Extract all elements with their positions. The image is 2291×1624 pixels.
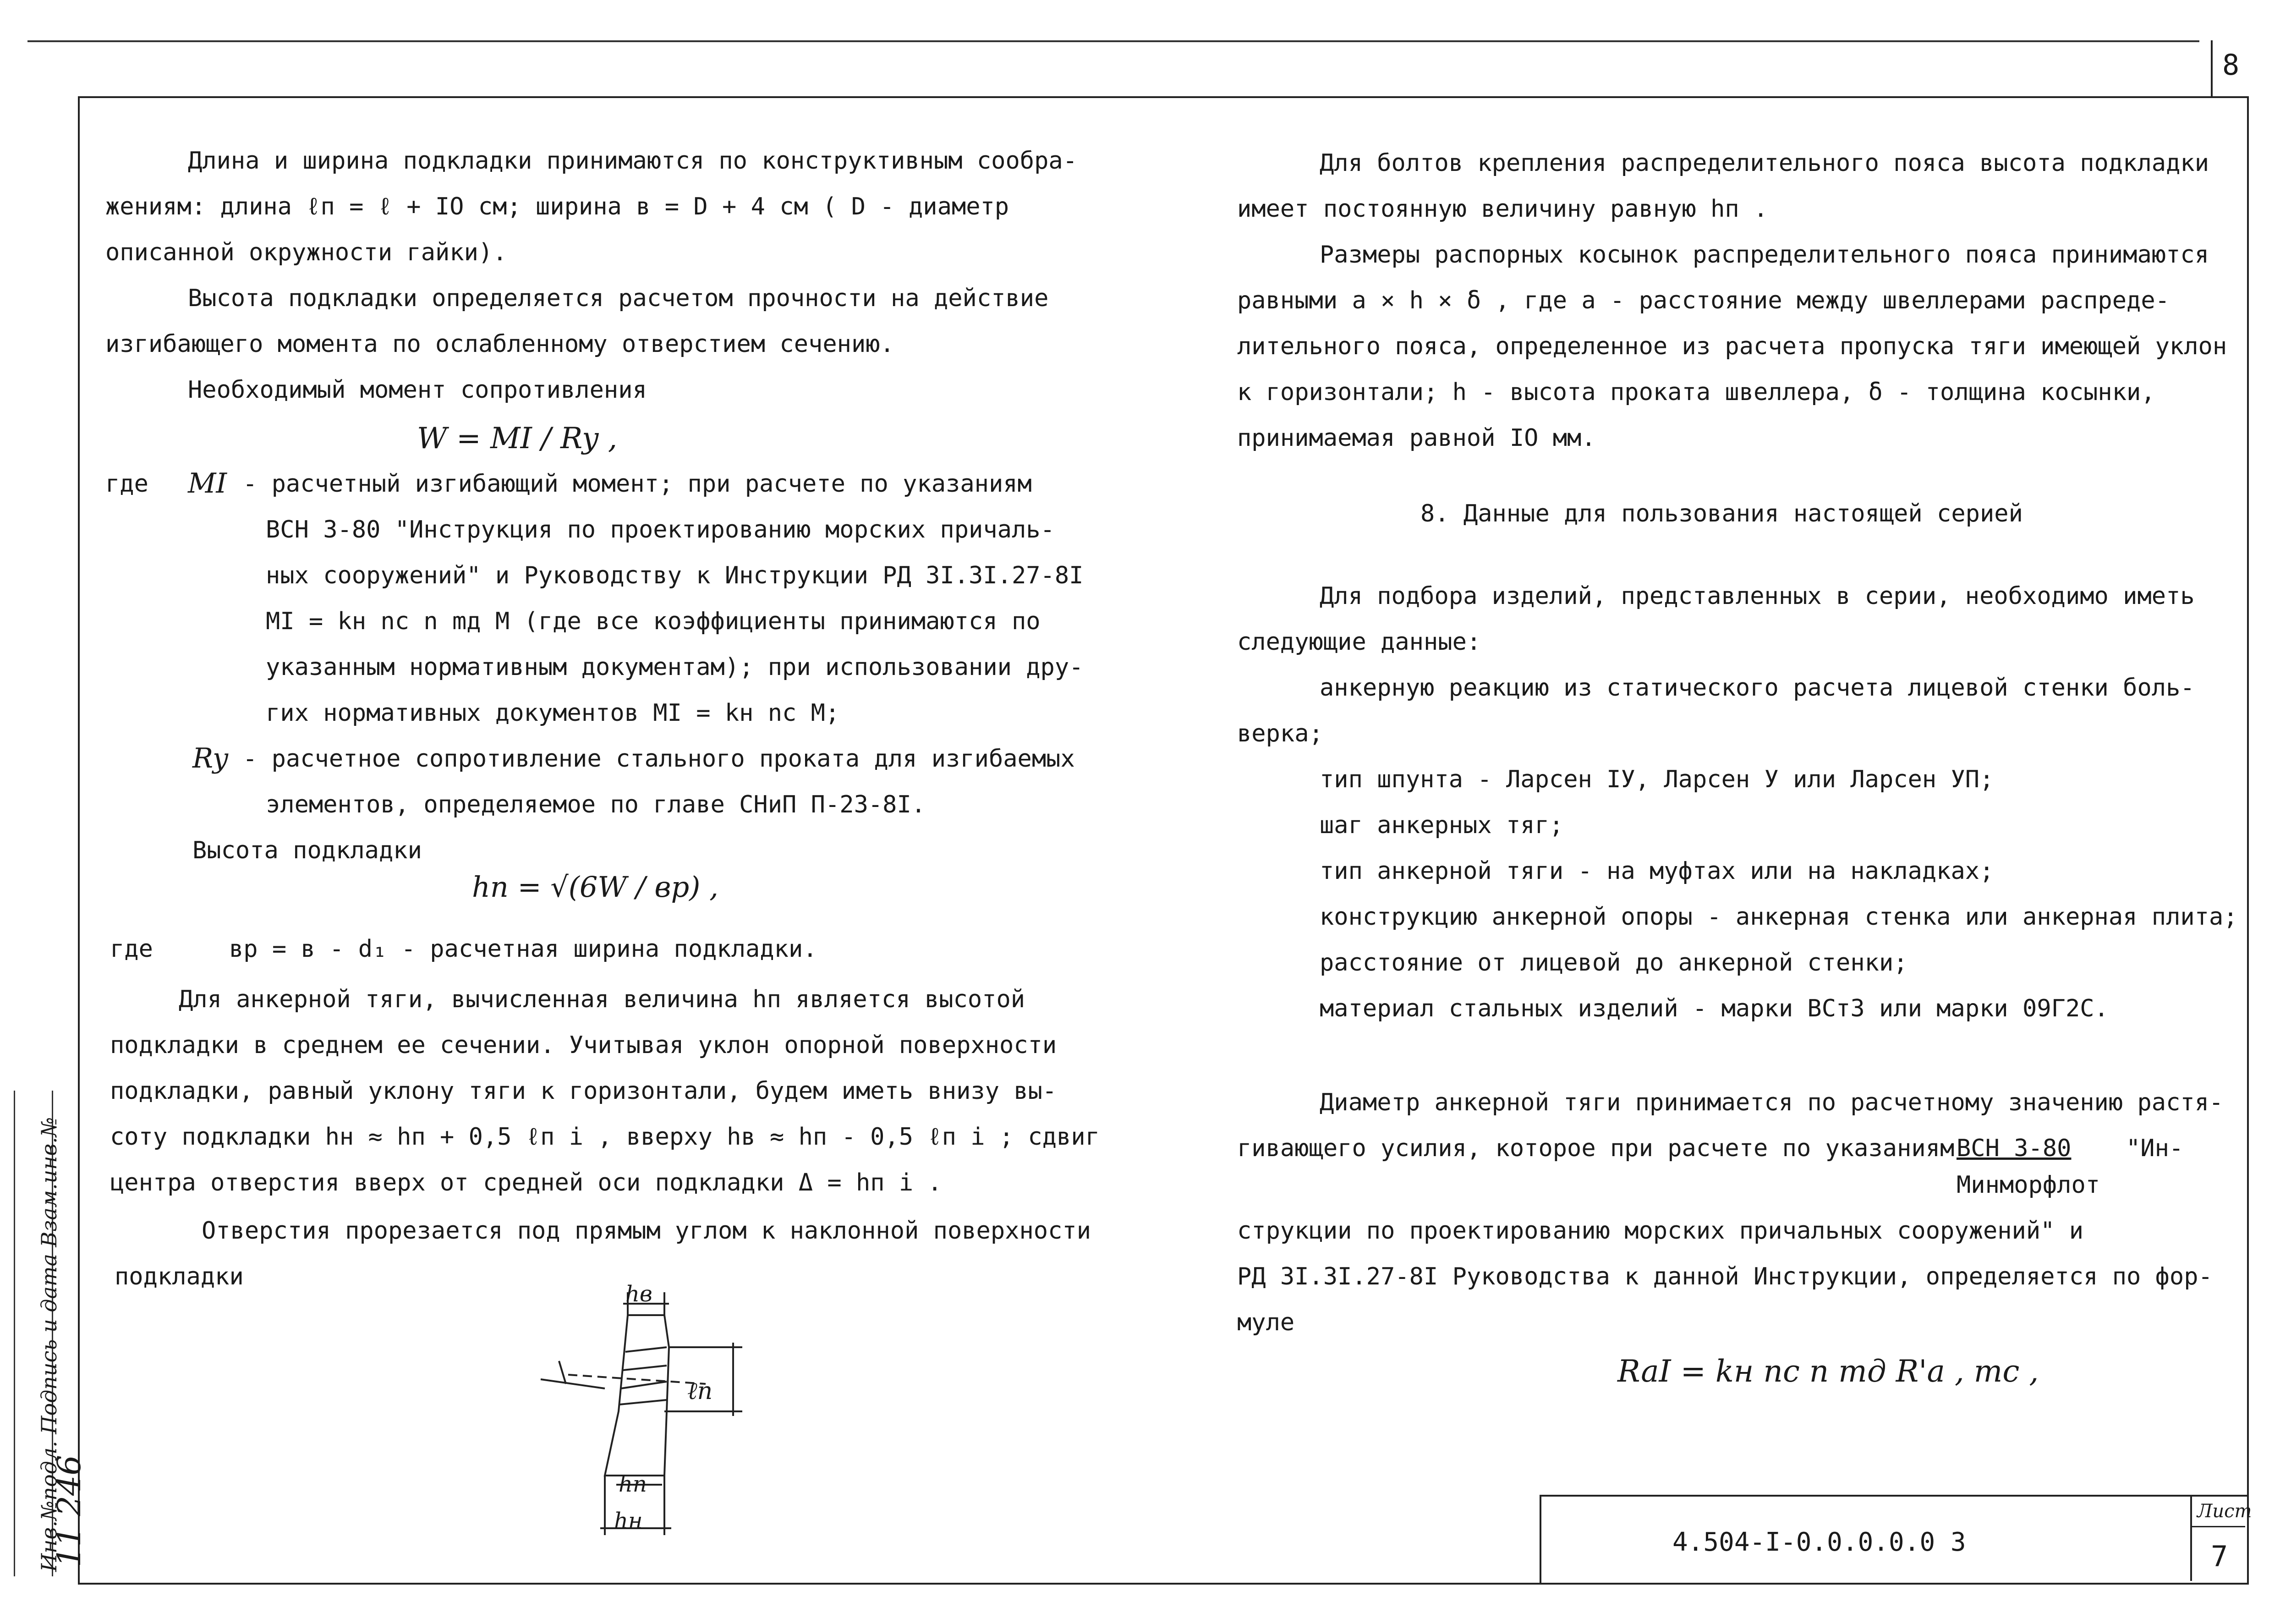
list-label: Лист	[2197, 1501, 2252, 1522]
right-p1-line2: имеет постоянную величину равную hп .	[1237, 195, 1768, 223]
right-p2-line5: принимаемая равной IO мм.	[1237, 424, 1596, 452]
formula-ra: RaI = kн nс n mд R'a , тс ,	[1617, 1354, 2039, 1389]
right-p3-line2: следующие данные:	[1237, 628, 1481, 656]
ry-line2: элементов, определяемое по главе СНиП П-23-8I.	[266, 791, 926, 818]
section-heading: 8. Данные для пользования настоящей серией	[1420, 500, 2023, 527]
left-p4-line2: подкладки в среднем ее сечении. Учитывая уклон опорной поверхности	[110, 1031, 1057, 1059]
mi-line2: ВСН 3-80 "Инструкция по проектированию морских причаль-	[266, 516, 1055, 543]
title-block-list-rule	[2190, 1526, 2245, 1527]
sheet-number: 8	[2222, 48, 2240, 82]
left-p1-line3: описанной окружности гайки).	[105, 239, 507, 266]
right-p3-line1: Для подбора изделий, представленных в серии, необходимо иметь	[1320, 582, 2195, 610]
symbol-mi: MI	[188, 467, 227, 499]
list-number: 7	[2211, 1540, 2228, 1573]
list-item-7: материал стальных изделий - марки ВСт3 или марки 09Г2С.	[1320, 995, 2109, 1022]
pad-hatch	[625, 1347, 667, 1352]
left-p5-line1: Отверстия прорезается под прямым углом к наклонной поверхности	[202, 1217, 1091, 1245]
height-label: Высота подкладки	[192, 837, 422, 864]
left-p3-line1: Необходимый момент сопротивления	[188, 376, 647, 404]
right-p4-line1: Диаметр анкерной тяги принимается по расчетному значению растя-	[1320, 1089, 2224, 1116]
ry-line1: - расчетное сопротивление стального проката для изгибаемых	[243, 745, 1075, 773]
fig-label-hp: hп	[619, 1471, 647, 1497]
mi-line3: ных сооружений" и Руководству к Инструкции РД 3I.3I.27-8I	[266, 562, 1084, 589]
fig-label-lp: ℓп	[687, 1377, 713, 1405]
left-p5-line2: подкладки	[115, 1263, 244, 1290]
left-p2-line1: Высота подкладки определяется расчетом прочности на действие	[188, 285, 1049, 312]
angle-leader	[541, 1379, 605, 1388]
fig-label-hn: hн	[614, 1508, 643, 1534]
list-item-5: конструкцию анкерной опоры - анкерная стенка или анкерная плита;	[1320, 903, 2238, 931]
right-p2-line1: Размеры распорных косынок распределительного пояса принимаются	[1320, 241, 2209, 269]
right-p4-minmorflot: Минморфлот	[1957, 1171, 2100, 1199]
title-block-divider	[2190, 1495, 2192, 1581]
right-p2-line2: равными a × h × δ , где a - расстояние между швеллерами распреде-	[1237, 287, 2170, 314]
pad-hatch	[621, 1382, 667, 1388]
right-p4-vsn: ВСН 3-80	[1957, 1135, 2072, 1162]
where-label-2: где	[110, 935, 153, 963]
right-p2-line4: к горизонтали; h - высота проката швеллера, δ - толщина косынки,	[1237, 379, 2155, 406]
right-p4-line5: муле	[1237, 1309, 1295, 1336]
left-p1-line2: жениям: длина ℓп = ℓ + IO см; ширина в = D + 4 см ( D - диаметр	[105, 193, 1009, 220]
list-item-3: шаг анкерных тяг;	[1320, 812, 1564, 839]
left-p2-line2: изгибающего момента по ослабленному отверстием сечению.	[105, 330, 894, 358]
left-p4-line5: центра отверстия вверх от средней оси подкладки Δ = hп i .	[110, 1169, 942, 1196]
formula-w: W = MI / Ry ,	[417, 422, 618, 455]
bp-line: вр = в - d₁ - расчетная ширина подкладки.	[229, 935, 817, 963]
right-p4-line2a: гивающего усилия, которое при расчете по указаниям	[1237, 1135, 1955, 1162]
pad-hatch	[623, 1366, 667, 1370]
formula-h: hп = √(6W / вр) ,	[472, 870, 718, 904]
angle-arrow	[559, 1361, 566, 1384]
right-p4-line4: РД 3I.3I.27-8I Руководства к данной Инструкции, определяется по фор-	[1237, 1263, 2213, 1290]
right-p1-line1: Для болтов крепления распределительного пояса высота подкладки	[1320, 149, 2209, 177]
left-p4-line3: подкладки, равный уклону тяги к горизонтали, будем иметь внизу вы-	[110, 1077, 1057, 1105]
mi-line4: MI = kн nс n mд M (где все коэффициенты принимаются по	[266, 608, 1041, 635]
right-p4-line3: струкции по проектированию морских причальных сооружений" и	[1237, 1217, 2084, 1245]
top-rule	[27, 40, 2199, 42]
margin-stamp-label: Инв.№подл. Подпись и дата Взам.инв.№	[37, 1117, 61, 1572]
pad-outline	[605, 1315, 669, 1476]
rod-axis	[568, 1375, 706, 1384]
margin-stamp-number: 11 246	[50, 1455, 88, 1567]
list-item-1-line1: анкерную реакцию из статического расчета лицевой стенки боль-	[1320, 674, 2195, 702]
fig-label-hb: hв	[625, 1281, 652, 1307]
document-code: 4.504-I-0.0.0.0.0 3	[1672, 1527, 1966, 1557]
list-item-2: тип шпунта - Ларсен IУ, Ларсен У или Ларсен УП;	[1320, 766, 1994, 793]
left-p4-line4: соту подкладки hн ≈ hп + 0,5 ℓп i , вверху hв ≈ hп - 0,5 ℓп i ; сдвиг	[110, 1123, 1100, 1151]
mi-line1: - расчетный изгибающий момент; при расчете по указаниям	[243, 470, 1032, 498]
pad-hatch	[619, 1400, 667, 1405]
list-item-6: расстояние от лицевой до анкерной стенки;	[1320, 949, 1908, 977]
left-p4-line1: Для анкерной тяги, вычисленная величина hп является высотой	[179, 986, 1025, 1013]
mi-line5: указанным нормативным документам); при использовании дру-	[266, 653, 1084, 681]
list-item-1-line2: верка;	[1237, 720, 1323, 747]
list-item-4: тип анкерной тяги - на муфтах или на накладках;	[1320, 857, 1994, 885]
right-p2-line3: лительного пояса, определенное из расчета пропуска тяги имеющей уклон	[1237, 333, 2227, 360]
where-label-1: где	[105, 470, 148, 498]
right-p4-line2b: "Ин-	[2126, 1135, 2184, 1162]
left-p1-line1: Длина и ширина подкладки принимаются по конструктивным сообра-	[188, 147, 1078, 175]
mi-line6: гих нормативных документов MI = kн nс M;	[266, 699, 840, 727]
symbol-ry: Ry	[192, 742, 229, 774]
